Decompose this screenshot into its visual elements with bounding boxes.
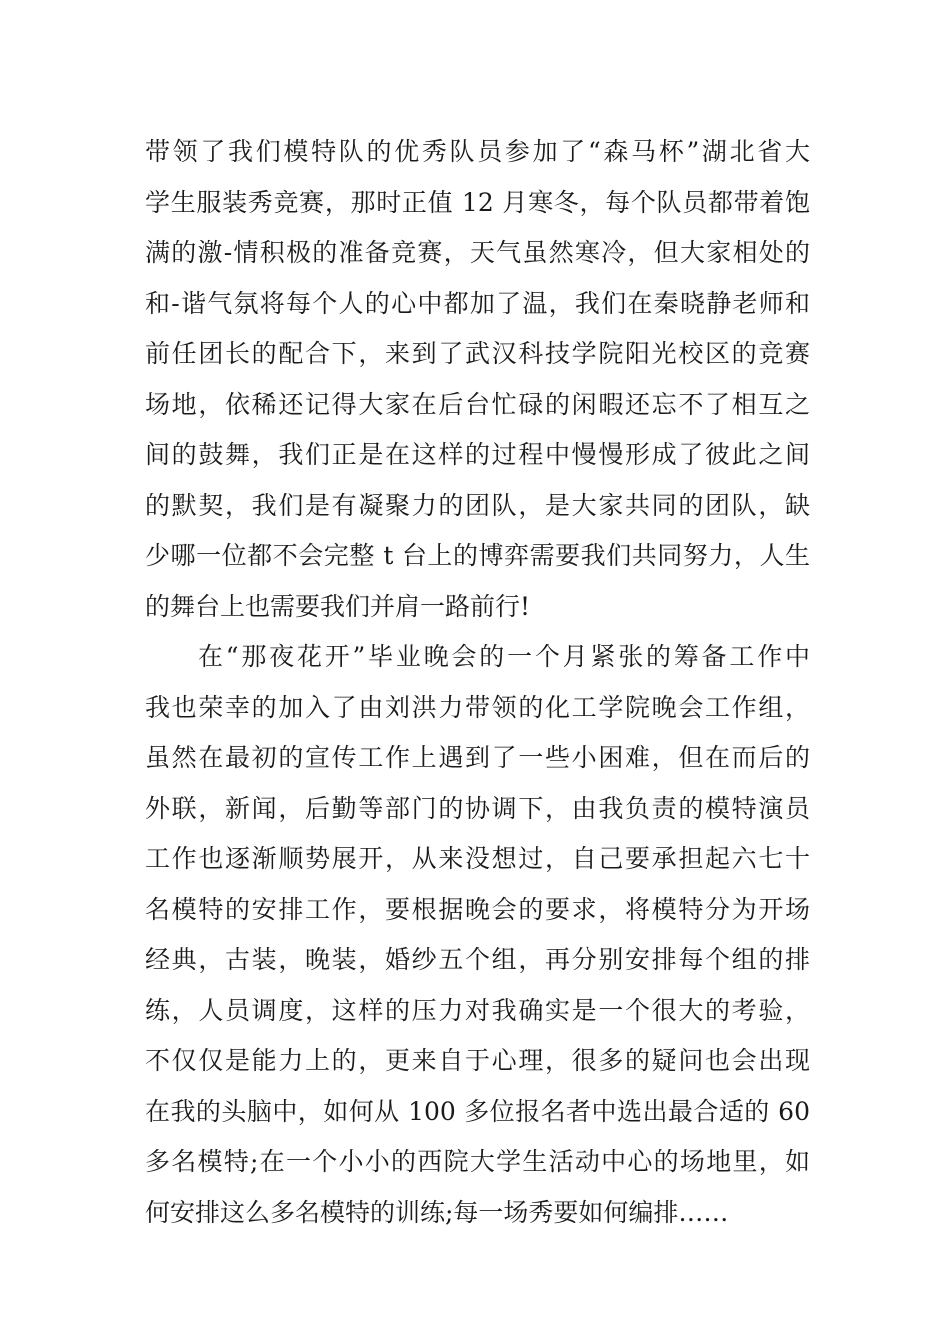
text-line: 学生服装秀竞赛，那时正值 12 月寒冬，每个队员都带着饱: [145, 187, 810, 217]
text-line: 间的鼓舞，我们正是在这样的过程中慢慢形成了彼此之间: [145, 440, 810, 469]
body-text: [145, 127, 810, 1238]
text-line: 带领了我们模特队的优秀队员参加了“森马杯”湖北省大: [145, 137, 810, 166]
paragraph-2: [145, 632, 810, 1238]
text-line: 少哪一位都不会完整 t 台上的博弈需要我们共同努力，人生: [145, 541, 810, 570]
paragraph-1: [145, 127, 810, 632]
text-line: 经典，古装，晚装，婚纱五个组，再分别安排每个组的排: [145, 945, 810, 974]
text-line: 多名模特;在一个小小的西院大学生活动中心的场地里，如: [145, 1147, 810, 1176]
text-line: 我也荣幸的加入了由刘洪力带领的化工学院晚会工作组，: [145, 692, 810, 722]
text-line: 的舞台上也需要我们并肩一路前行!: [145, 591, 531, 621]
text-line: 在我的头脑中，如何从 100 多位报名者中选出最合适的 60: [145, 1096, 810, 1126]
text-line: 何安排这么多名模特的训练;每一场秀要如何编排……: [145, 1197, 729, 1227]
text-line: 在“那夜花开”毕业晚会的一个月紧张的筹备工作中: [198, 642, 810, 671]
text-line: 的默契，我们是有凝聚力的团队，是大家共同的团队，缺: [145, 490, 810, 520]
text-line: 虽然在最初的宣传工作上遇到了一些小困难，但在而后的: [145, 743, 810, 772]
text-line: 外联，新闻，后勤等部门的协调下，由我负责的模特演员: [145, 793, 810, 823]
text-line: 前任团长的配合下，来到了武汉科技学院阳光校区的竞赛: [145, 339, 810, 368]
text-line: 和-谐气氛将每个人的心中都加了温，我们在秦晓静老师和: [145, 288, 810, 318]
text-line: 名模特的安排工作，要根据晚会的要求，将模特分为开场: [145, 894, 810, 924]
text-line: 满的激-情积极的准备竞赛，天气虽然寒冷，但大家相处的: [145, 238, 810, 267]
text-line: 工作也逐渐顺势展开，从来没想过，自己要承担起六七十: [145, 844, 810, 873]
text-line: 不仅仅是能力上的，更来自于心理，很多的疑问也会出现: [145, 1046, 810, 1075]
text-line: 练，人员调度，这样的压力对我确实是一个很大的考验，: [145, 995, 810, 1025]
text-line: 场地，依稀还记得大家在后台忙碌的闲暇还忘不了相互之: [145, 389, 810, 419]
